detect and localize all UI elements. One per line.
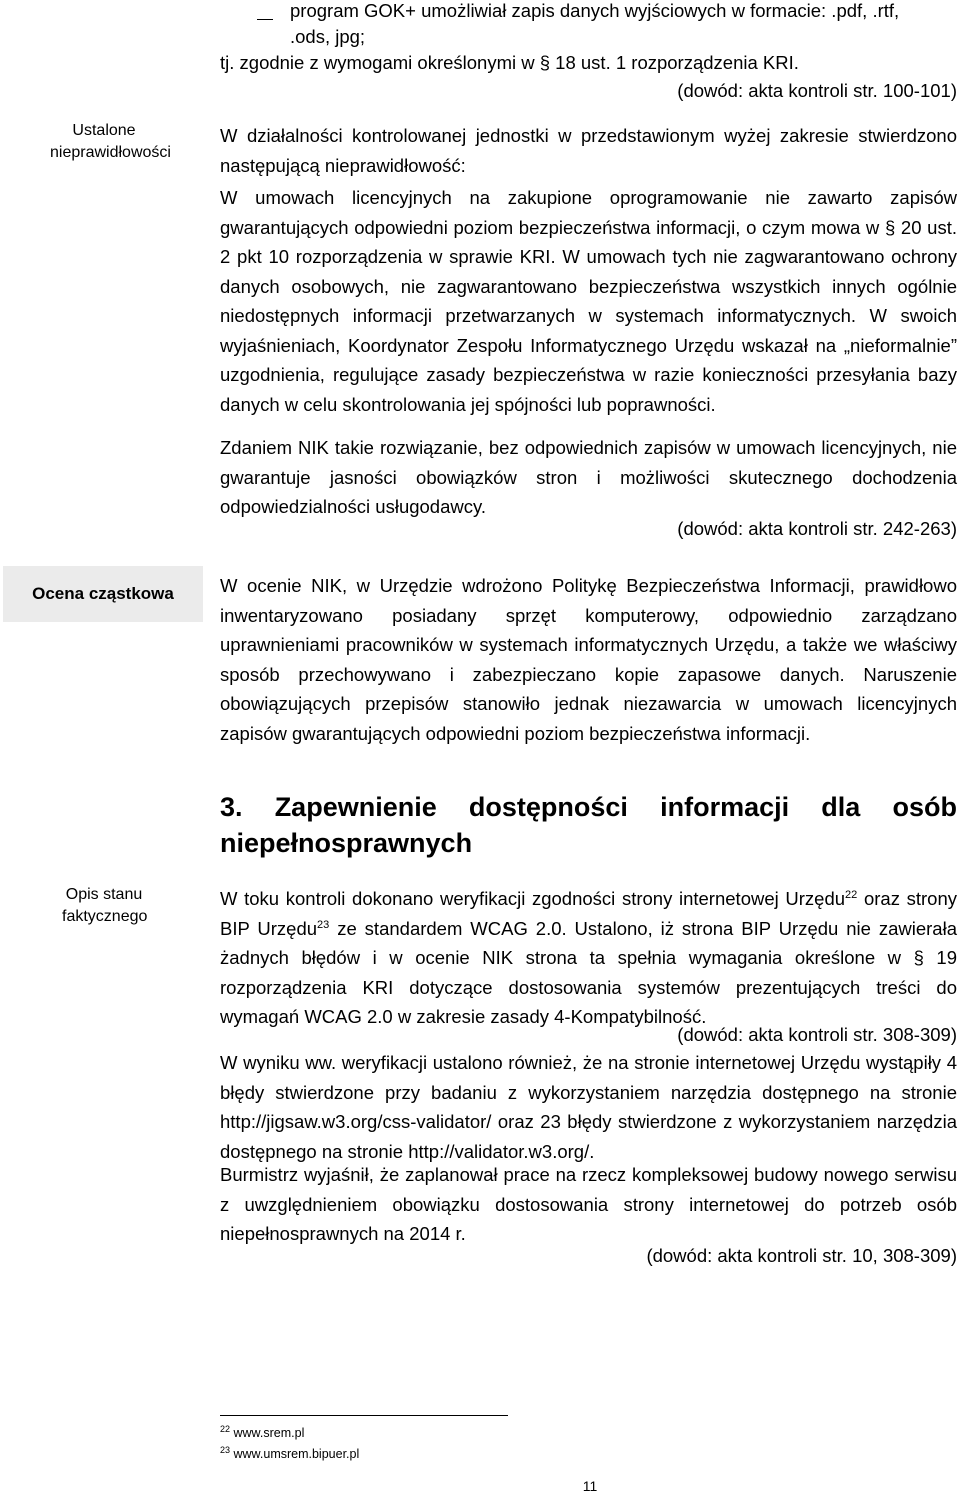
evidence-note-3: (dowód: akta kontroli str. 308-309) bbox=[677, 1024, 957, 1045]
p1-part-2: oraz strony BIP Urzędu bbox=[220, 888, 957, 939]
footnote-text: www.umsrem.bipuer.pl bbox=[233, 1447, 360, 1461]
footnote-number: 22 bbox=[220, 1423, 231, 1434]
sidebar-facts-label: Opis stanu faktycznego bbox=[62, 886, 148, 925]
p1-part-3: ze standardem WCAG 2.0. Ustalono, iż strona BIP Urzędu nie zawierała żadnych błędów i w ocenie NIK strona ta spełnia wymagania określone w § 19 rozporządzenia KRI dotyczące dostosowania systemów prezentujących treści do wymagań WCAG 2.0 w zakresie zasady 4-Kompatybilność. bbox=[220, 917, 957, 1027]
irregularities-paragraph: W umowach licencyjnych na zakupione oprogramowanie nie zawarto zapisów gwarantujących odpowiedni poziom bezpieczeństwa informacji, o czym mowa w § 20 ust. 2 pkt 10 rozporządzenia w sprawie KRI. W umowach tych nie zagwarantowano ochrony danych osobowych, nie zagwarantowano bezpieczeństwa wszystkich innych ogólnie niedostępnych informacji przetwarzanych w systemach informatycznych. W swoich wyjaśnieniach, Koordynator Zespołu Informatycznego Urzędu wskazał na „nieformalnie” uzgodnienia, regulujące zasady bezpieczeństwa w razie konieczności przesyłania bazy danych w celu skontrolowania jej spójności lub poprawności. bbox=[220, 187, 957, 415]
evidence-note-4: (dowód: akta kontroli str. 10, 308-309) bbox=[646, 1245, 957, 1266]
section-3-paragraph-1 bbox=[220, 884, 957, 1032]
page-number: 11 bbox=[582, 1478, 598, 1494]
footnote-23 bbox=[220, 1446, 359, 1462]
evidence-note-1: (dowód: akta kontroli str. 100-101) bbox=[677, 80, 957, 101]
bullet-dash bbox=[257, 19, 273, 20]
p1-part-1: W toku kontroli dokonano weryfikacji zgodności strony internetowej Urzędu bbox=[220, 888, 846, 909]
bullet-line-1: program GOK+ umożliwiał zapis danych wyjściowych w formacie: .pdf, .rtf, bbox=[290, 0, 900, 21]
sidebar-irregularities-label: Ustalone nieprawidłowości bbox=[50, 122, 171, 161]
assessment-paragraph: W ocenie NIK, w Urzędzie wdrożono Politykę Bezpieczeństwa Informacji, prawidłowo inwentaryzowano posiadany sprzęt komputerowy, odpowiednio zarządzano uprawnieniami pracowników w systemach informatycznych Urzędu, a także we właściwy sposób przechowywano i zabezpieczano kopie zapasowe danych. Naruszenie obowiązujących przepisów stanowiło jednak niezawarcia w umowach licencyjnych zapisów gwarantujących odpowiedni poziom bezpieczeństwa informacji. bbox=[220, 575, 957, 744]
irregularities-opinion: Zdaniem NIK takie rozwiązanie, bez odpowiednich zapisów w umowach licencyjnych, nie gwarantuje jasności obowiązków stron i możliwości skutecznego dochodzenia odpowiedzialności usługodawcy. bbox=[220, 437, 957, 517]
footnote-ref-23: 23 bbox=[317, 918, 330, 931]
section-3-heading: 3. Zapewnienie dostępności informacji dla osób niepełnosprawnych bbox=[220, 792, 957, 858]
section-3-paragraph-3: Burmistrz wyjaśnił, że zaplanował prace na rzecz kompleksowej budowy nowego serwisu z uwzględnieniem obowiązku dostosowania strony internetowej do potrzeb osób niepełnosprawnych na 2014 r. bbox=[220, 1164, 957, 1244]
footnote-separator bbox=[220, 1415, 508, 1416]
wcag-line: tj. zgodnie z wymogami określonymi w § 18 ust. 1 rozporządzenia KRI. bbox=[220, 52, 799, 73]
section-3-paragraph-2: W wyniku ww. weryfikacji ustalono również, że na stronie internetowej Urzędu wystąpiły 4 błędy stwierdzone przy badaniu z wykorzystaniem narzędzia dostępnego na stronie http://jigsaw.w3.org/css-validator/ oraz 23 błędy stwierdzone z wykorzystaniem narzędzia dostępnego na stronie http://validator.w3.org/. bbox=[220, 1052, 957, 1162]
footnote-number: 23 bbox=[220, 1444, 231, 1455]
footnote-text: www.srem.pl bbox=[233, 1426, 305, 1440]
irregularities-intro: W działalności kontrolowanej jednostki w przedstawionym wyżej zakresie stwierdzono następującą nieprawidłowość: bbox=[220, 125, 957, 176]
sidebar-assessment-box: Ocena cząstkowa bbox=[3, 566, 203, 622]
footnote-ref-22: 22 bbox=[845, 888, 858, 901]
footnote-22 bbox=[220, 1425, 304, 1441]
evidence-note-2: (dowód: akta kontroli str. 242-263) bbox=[677, 518, 957, 539]
bullet-line-2: .ods, jpg; bbox=[290, 26, 366, 47]
